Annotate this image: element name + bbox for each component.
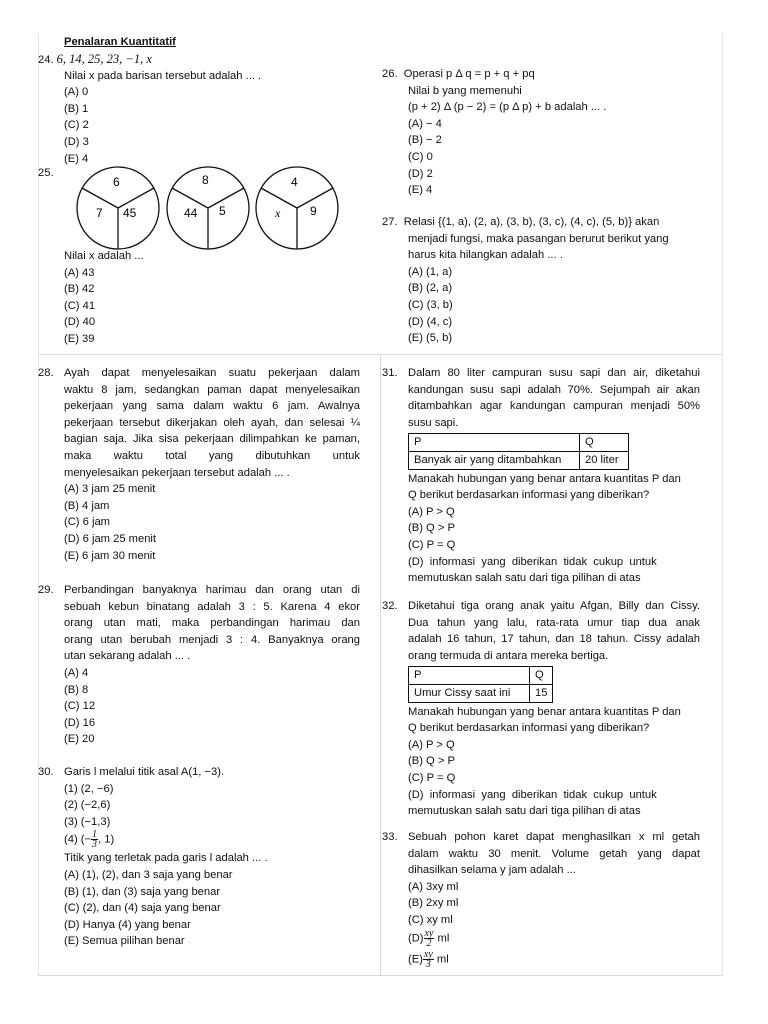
table-cell-p: Banyak air yang ditambahkan (409, 451, 580, 469)
option-e[interactable]: (E) $\frac{xy}{3}$ ml (408, 948, 449, 970)
circle-1-top: 6 (113, 175, 120, 189)
stem-line-4: pekerjaan tersebut dikerjakan oleh ayah, dan selesai ¼ (64, 416, 360, 429)
option-e[interactable]: (E) 20 (64, 733, 95, 746)
circle-3 (256, 167, 338, 249)
stem-line-2: waktu 8 jam, sedangkan paman dapat menyelesaikan (64, 383, 360, 396)
question-stem: Garis l melalui titik asal A(1, −3). (64, 766, 225, 778)
option-c[interactable]: (C) 2 (64, 119, 89, 132)
stem-line-5: bagian saja. Jika sisa pekerjaan dilimpahkan ke paman, (64, 433, 360, 446)
option-d-continued: memutuskan salah satu dari tiga pilihan di atas (408, 572, 641, 585)
question-stem: Nilai x adalah ... (64, 250, 144, 262)
option-e[interactable]: (E) (5, b) (408, 332, 453, 345)
option-c[interactable]: (C) 12 (64, 700, 96, 713)
question-27 (382, 214, 700, 347)
option-b[interactable]: (B) (1), dan (3) saja yang benar (64, 885, 221, 898)
question-28 (38, 365, 360, 565)
question-stem-1: Nilai b yang memenuhi (408, 84, 522, 97)
stem-line-3: ditambahkan agar kandungan campuran menjadi 50% (408, 400, 700, 413)
question-line-2: Q berikut berdasarkan informasi yang diberikan? (408, 489, 650, 502)
pq-table (408, 666, 553, 702)
table-header-p: P (409, 434, 580, 452)
question-number: 30. (38, 766, 54, 778)
question-line-2: Q berikut berdasarkan informasi yang diberikan? (408, 722, 650, 735)
circle-3-right: 9 (310, 204, 317, 218)
number-circles-figure (60, 165, 350, 255)
table-header-q: Q (580, 434, 629, 452)
stem-line-4: orang termuda di antara mereka bertiga. (408, 649, 609, 662)
stem-line-2: dalam waktu 30 menit. Volume getah yang dapat (408, 847, 700, 860)
point-1: (1) (2, −6) (64, 782, 114, 795)
question-25 (38, 248, 368, 348)
question-line-1: Manakah hubungan yang benar antara kuantitas P dan (408, 472, 681, 485)
option-a[interactable]: (A) 43 (64, 266, 95, 279)
option-c[interactable]: (C) xy ml (408, 913, 453, 926)
option-a[interactable]: (A) P > Q (408, 505, 455, 518)
option-d[interactable]: (D) $\frac{xy}{2}$ ml (408, 927, 450, 949)
question-number: 32. (382, 600, 398, 612)
option-d[interactable]: (D) 3 (64, 135, 89, 148)
question-number: 24. (38, 54, 54, 66)
fraction-one-third: $\frac{1}{3}$ (92, 829, 98, 851)
option-b[interactable]: (B) − 2 (408, 134, 442, 147)
table-header-q: Q (530, 667, 553, 685)
stem-line-2: Dua tahun yang lalu, rata-rata umur tiap dua anak (408, 616, 700, 629)
stem-line-3: adalah 16 tahun, 17 tahun, dan 18 tahun. Cissy adalah (408, 633, 700, 646)
fraction-xy-over-2: $\frac{xy}{2}$ (424, 927, 434, 949)
option-c[interactable]: (C) 6 jam (64, 516, 110, 529)
option-a[interactable]: (A) (1, a) (408, 265, 453, 278)
circle-1-right: 45 (123, 206, 137, 220)
option-c[interactable]: (C) (3, b) (408, 298, 453, 311)
circle-1-left: 7 (96, 206, 103, 220)
option-d[interactable]: (D) 40 (64, 316, 96, 329)
option-a[interactable]: (A) − 4 (408, 117, 442, 130)
option-a[interactable]: (A) 3xy ml (408, 880, 459, 893)
page-bottom-border (38, 975, 723, 976)
option-b[interactable]: (B) 8 (64, 683, 89, 696)
option-a[interactable]: (A) (1), (2), dan 3 saja yang benar (64, 868, 233, 881)
question-line-1: Manakah hubungan yang benar antara kuantitas P dan (408, 705, 681, 718)
stem-line-3: pekerjaan yang sama dalam waktu 6 jam. Awalnya (64, 400, 360, 413)
stem-line-4: susu sapi. (408, 416, 459, 429)
question-stem-2: harus kita hilangkan adalah ... . (408, 249, 563, 262)
point-2: (2) (−2,6) (64, 799, 111, 812)
pq-table (408, 433, 629, 469)
option-b[interactable]: (B) 2xy ml (408, 897, 459, 910)
point-3: (3) (−1,3) (64, 815, 111, 828)
option-e[interactable]: (E) 4 (408, 184, 433, 197)
question-32 (382, 598, 700, 818)
option-b[interactable]: (B) 1 (64, 102, 89, 115)
question-26 (382, 66, 700, 199)
stem-line-1: Ayah dapat menyelesaikan suatu pekerjaan dalam (64, 367, 360, 379)
sequence: 6, 14, 25, 23, −1, x (56, 52, 152, 66)
circle-1 (77, 167, 159, 249)
question-stem: Nilai x pada barisan tersebut adalah ... . (64, 69, 262, 82)
option-b[interactable]: (B) Q > P (408, 755, 455, 768)
stem-line-1: Diketahui tiga orang anak yaitu Afgan, Billy dan Cissy. (408, 600, 700, 612)
option-b[interactable]: (B) Q > P (408, 522, 455, 535)
stem-line-3: orang utan mati, maka perbandingan harimau dan (64, 617, 360, 630)
table-cell-p: Umur Cissy saat ini (409, 684, 530, 702)
stem-line-1: Dalam 80 liter campuran susu sapi dan air, diketahui (408, 367, 700, 379)
question-30 (38, 764, 360, 954)
option-a[interactable]: (A) 4 (64, 666, 89, 679)
option-d[interactable]: (D) 6 jam 25 menit (64, 532, 157, 545)
stem-line-5: utan sekarang adalah ... . (64, 650, 191, 663)
option-a[interactable]: (A) 0 (64, 86, 89, 99)
circle-2-top: 8 (202, 173, 209, 187)
operation-definition: Operasi p Δ q = p + q + pq (403, 68, 535, 80)
question-number: 29. (38, 584, 54, 596)
question-number: 28. (38, 367, 54, 379)
circle-2-right: 5 (219, 204, 226, 218)
option-d[interactable]: (D) 16 (64, 716, 96, 729)
question-number: 33. (382, 831, 398, 843)
option-b[interactable]: (B) 4 jam (64, 499, 110, 512)
stem-line-3: dihasilkan selama y jam adalah ... (408, 864, 576, 877)
table-cell-q: 20 liter (580, 451, 629, 469)
fraction-xy-over-3: $\frac{xy}{3}$ (423, 948, 433, 970)
option-c[interactable]: (C) P = Q (408, 538, 456, 551)
question-24 (38, 51, 368, 167)
question-text: Titik yang terletak pada garis l adalah ... . (64, 852, 268, 865)
page-border-right (722, 34, 723, 976)
option-b[interactable]: (B) 42 (64, 283, 95, 296)
option-e[interactable]: (E) 4 (64, 152, 89, 165)
option-c[interactable]: (C) 0 (408, 150, 433, 163)
circle-3-left: x (275, 206, 281, 220)
circle-3-top: 4 (291, 175, 298, 189)
question-25-number: 25. (38, 167, 54, 179)
question-33 (382, 829, 700, 974)
table-header-p: P (409, 667, 530, 685)
question-stem-1: menjadi fungsi, maka pasangan berurut berikut yang (408, 232, 669, 245)
option-d[interactable]: (D) Hanya (4) yang benar (64, 918, 191, 931)
stem-line-6: maka waktu total yang dibutuhkan untuk (64, 449, 360, 462)
stem-line-2: kandungan susu sapi adalah 70%. Sejumpah air akan (408, 383, 700, 396)
option-c[interactable]: (C) (2), dan (4) saja yang benar (64, 902, 221, 915)
point-4: (4) (− $\frac{1}{3}$ , 1) (64, 829, 115, 851)
option-d-continued: memutuskan salah satu dari tiga pilihan di atas (408, 805, 641, 818)
option-c[interactable]: (C) 41 (64, 299, 96, 312)
option-e[interactable]: (E) Semua pilihan benar (64, 935, 185, 948)
option-b[interactable]: (B) (2, a) (408, 282, 453, 295)
stem-line-2: sebuah kebun binatang adalah 3 : 5. Karena 4 ekor (64, 600, 360, 613)
option-d[interactable]: (D) informasi yang diberikan tidak cukup untuk (408, 788, 657, 801)
option-d[interactable]: (D) 2 (408, 167, 433, 180)
option-c[interactable]: (C) P = Q (408, 771, 456, 784)
section-title: Penalaran Kuantitatif (64, 36, 176, 48)
option-e[interactable]: (E) 6 jam 30 menit (64, 549, 156, 562)
column-divider (380, 354, 381, 975)
question-number: 31. (382, 367, 398, 379)
option-d[interactable]: (D) (4, c) (408, 315, 453, 328)
table-cell-q: 15 (530, 684, 553, 702)
question-stem-2: (p + 2) Δ (p − 2) = (p Δ p) + b adalah ... . (408, 101, 607, 114)
question-31 (382, 365, 700, 585)
stem-line-1: Perbandingan banyaknya harimau dan orang utan di (64, 584, 360, 596)
option-d[interactable]: (D) informasi yang diberikan tidak cukup untuk (408, 555, 657, 568)
circle-2-left: 44 (184, 206, 198, 220)
relation-set: Relasi {(1, a), (2, a), (3, b), (3, c), (4, c), (5, b)} akan (403, 216, 660, 228)
option-e[interactable]: (E) 39 (64, 332, 95, 345)
stem-line-1: Sebuah pohon karet dapat menghasilkan x ml getah (408, 831, 700, 843)
question-29 (38, 582, 360, 752)
option-a[interactable]: (A) 3 jam 25 menit (64, 483, 156, 496)
stem-line-7: menyelesaikan pekerjaan tersebut adalah ... . (64, 466, 290, 479)
question-number: 26. (382, 68, 398, 80)
stem-line-4: orang utan berubah menjadi 3 : 4. Banyaknya orang (64, 633, 360, 646)
question-number: 27. (382, 216, 398, 228)
circle-2 (167, 167, 249, 249)
option-a[interactable]: (A) P > Q (408, 738, 455, 751)
